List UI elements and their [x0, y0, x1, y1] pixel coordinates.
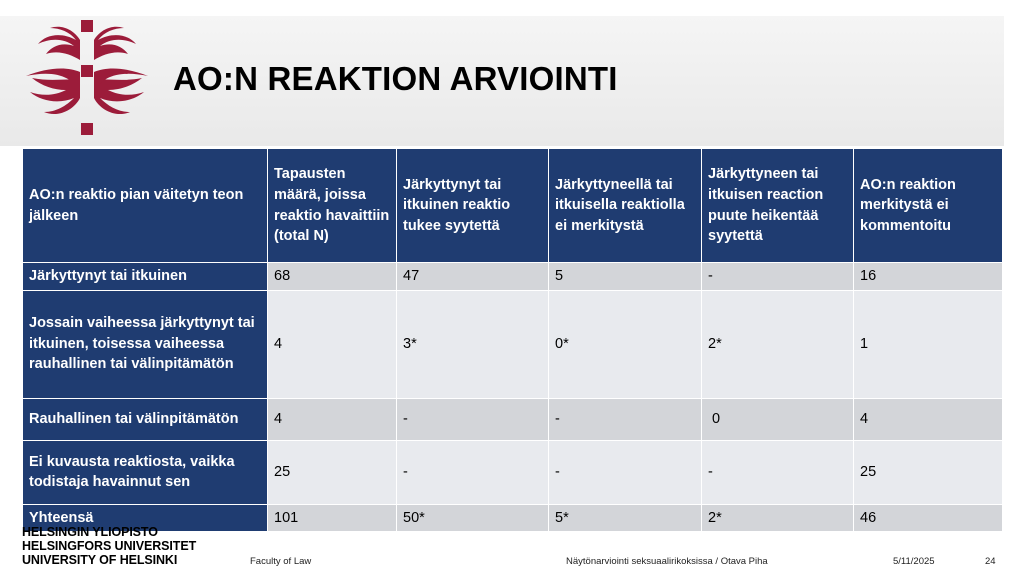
- table-cell: 5*: [549, 504, 702, 532]
- table-cell: 3*: [397, 290, 549, 398]
- table-cell: 68: [268, 263, 397, 291]
- table-cell: -: [702, 263, 854, 291]
- flame-cross-logo-icon: [22, 20, 152, 135]
- table-header-row: [23, 149, 1003, 263]
- row-header: Ei kuvausta reaktiosta, vaikka todistaja havainnut sen: [23, 440, 268, 504]
- footer-date: 5/11/2025: [893, 556, 935, 567]
- table-cell: 4: [268, 290, 397, 398]
- university-name-en: UNIVERSITY OF HELSINKI: [22, 553, 178, 567]
- column-header: Järkyttynyt tai itkuinen reaktio tukee syytettä: [397, 149, 549, 263]
- row-header: Jossain vaiheessa järkyttynyt tai itkuinen, toisessa vaiheessa rauhallinen tai välinpitämätön: [23, 290, 268, 398]
- column-header: AO:n reaktio pian väitetyn teon jälkeen: [23, 149, 268, 263]
- table-cell: -: [549, 440, 702, 504]
- column-header: AO:n reaktion merkitystä ei kommentoitu: [854, 149, 1003, 263]
- table-row: [23, 398, 1003, 440]
- table-cell: 1: [854, 290, 1003, 398]
- table-cell: 4: [268, 398, 397, 440]
- table-cell: -: [549, 398, 702, 440]
- table-cell: 2*: [702, 504, 854, 532]
- row-header: Rauhallinen tai välinpitämätön: [23, 398, 268, 440]
- column-header: Tapausten määrä, joissa reaktio havaittiin (total N): [268, 149, 397, 263]
- table-cell: 4: [854, 398, 1003, 440]
- column-header: Järkyttyneen tai itkuisen reaction puute heikentää syytettä: [702, 149, 854, 263]
- table-cell: 16: [854, 263, 1003, 291]
- table-cell: 50*: [397, 504, 549, 532]
- university-name-sv: HELSINGFORS UNIVERSITET: [22, 539, 197, 553]
- row-header: Järkyttynyt tai itkuinen: [23, 263, 268, 291]
- table-cell: 0: [702, 398, 854, 440]
- table-cell: 2*: [702, 290, 854, 398]
- table-cell: 47: [397, 263, 549, 291]
- table-row: [23, 290, 1003, 398]
- table-cell: 25: [268, 440, 397, 504]
- table-cell: -: [397, 440, 549, 504]
- table-row: [23, 440, 1003, 504]
- table-row: [23, 263, 1003, 291]
- slide-title: AO:N REAKTION ARVIOINTI: [173, 60, 618, 97]
- footer-presentation-title: Näytönarviointi seksuaalirikoksissa / Otava Piha: [566, 556, 768, 567]
- row-header: Yhteensä: [23, 504, 268, 532]
- column-header: Järkyttyneellä tai itkuisella reaktiolla ei merkitystä: [549, 149, 702, 263]
- table-cell: -: [702, 440, 854, 504]
- table-cell: 46: [854, 504, 1003, 532]
- reaction-table: [22, 148, 1003, 532]
- footer-faculty: Faculty of Law: [250, 556, 312, 567]
- university-name: [22, 525, 196, 567]
- table-cell: 25: [854, 440, 1003, 504]
- table-cell: -: [397, 398, 549, 440]
- footer-page-number: 24: [985, 556, 996, 567]
- table-cell: 101: [268, 504, 397, 532]
- university-name-fi: HELSINGIN YLIOPISTO: [22, 525, 158, 539]
- table-cell: 0*: [549, 290, 702, 398]
- table-cell: 5: [549, 263, 702, 291]
